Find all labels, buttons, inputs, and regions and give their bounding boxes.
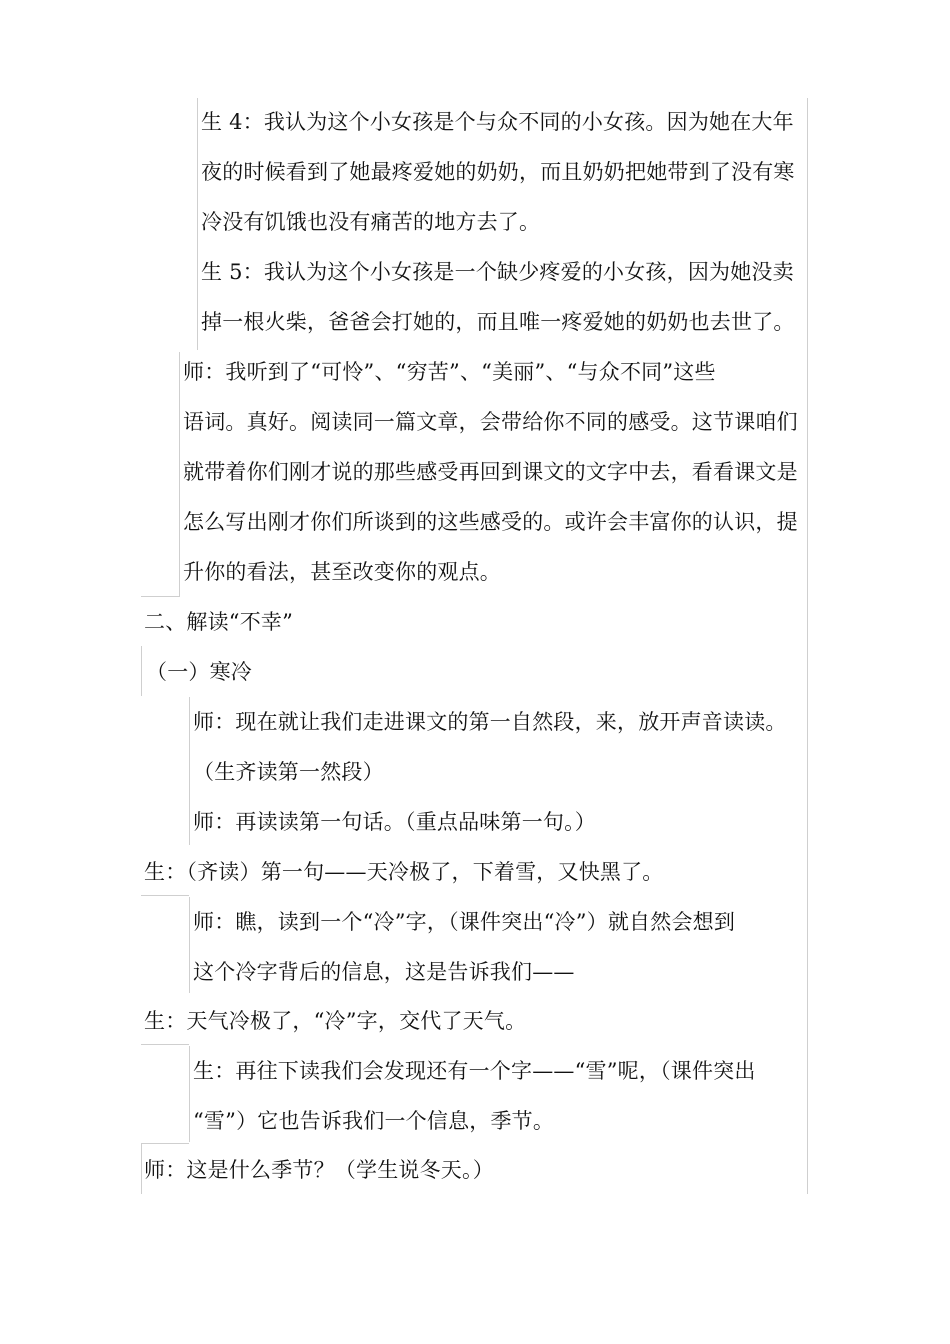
subsection-heading: （一）寒冷	[146, 660, 252, 684]
table-border	[141, 1143, 189, 1144]
text-line: 掉一根火柴，爸爸会打她的，而且唯一疼爱她的奶奶也去世了。	[201, 310, 795, 334]
text-line: 升你的看法，甚至改变你的观点。	[183, 560, 501, 584]
table-border	[189, 1046, 190, 1142]
text-line: “雪”）它也告诉我们一个信息，季节。	[193, 1109, 555, 1133]
table-border	[179, 352, 180, 596]
section-heading: 二、解读“不幸”	[144, 610, 294, 634]
text-line: 生：天气冷极了，“冷”字，交代了天气。	[144, 1009, 527, 1033]
text-line: 师：这是什么季节？（学生说冬天。）	[144, 1158, 494, 1182]
text-line: 怎么写出刚才你们所谈到的这些感受的。或许会丰富你的认识，提	[183, 510, 798, 534]
text-line: 生 5：我认为这个小女孩是一个缺少疼爱的小女孩，因为她没卖	[201, 260, 794, 284]
text-line: 师：瞧，读到一个“冷”字，（课件突出“冷”）就自然会想到	[193, 910, 736, 934]
text-line: 夜的时候看到了她最疼爱她的奶奶，而且奶奶把她带到了没有寒	[201, 160, 795, 184]
table-border	[141, 1144, 142, 1194]
text-line: 师：再读读第一句话。（重点品味第一句。）	[193, 810, 596, 834]
table-border	[197, 98, 198, 350]
text-line: 生：再往下读我们会发现还有一个字——“雪”呢，（课件突出	[193, 1059, 756, 1083]
text-line: 就带着你们刚才说的那些感受再回到课文的文字中去，看看课文是	[183, 460, 798, 484]
text-line: 这个冷字背后的信息，这是告诉我们——	[193, 960, 575, 984]
text-line: 师：我听到了“可怜”、“穷苦”、“美丽”、“与众不同”这些	[183, 360, 716, 384]
table-border	[189, 897, 190, 993]
text-line: 冷没有饥饿也没有痛苦的地方去了。	[201, 210, 541, 234]
text-line: 生：（齐读）第一句——天冷极了，下着雪，又快黑了。	[144, 860, 664, 884]
table-border	[141, 596, 180, 597]
table-border	[141, 1044, 189, 1045]
table-border	[141, 646, 142, 696]
table-border	[141, 895, 189, 896]
table-border	[807, 98, 808, 1194]
text-line: 生 4：我认为这个小女孩是个与众不同的小女孩。因为她在大年	[201, 110, 794, 134]
text-line: （生齐读第一然段）	[193, 760, 384, 784]
table-border	[189, 697, 190, 845]
text-line: 语词。真好。阅读同一篇文章，会带给你不同的感受。这节课咱们	[183, 410, 798, 434]
text-line: 师：现在就让我们走进课文的第一自然段，来，放开声音读读。	[193, 710, 787, 734]
